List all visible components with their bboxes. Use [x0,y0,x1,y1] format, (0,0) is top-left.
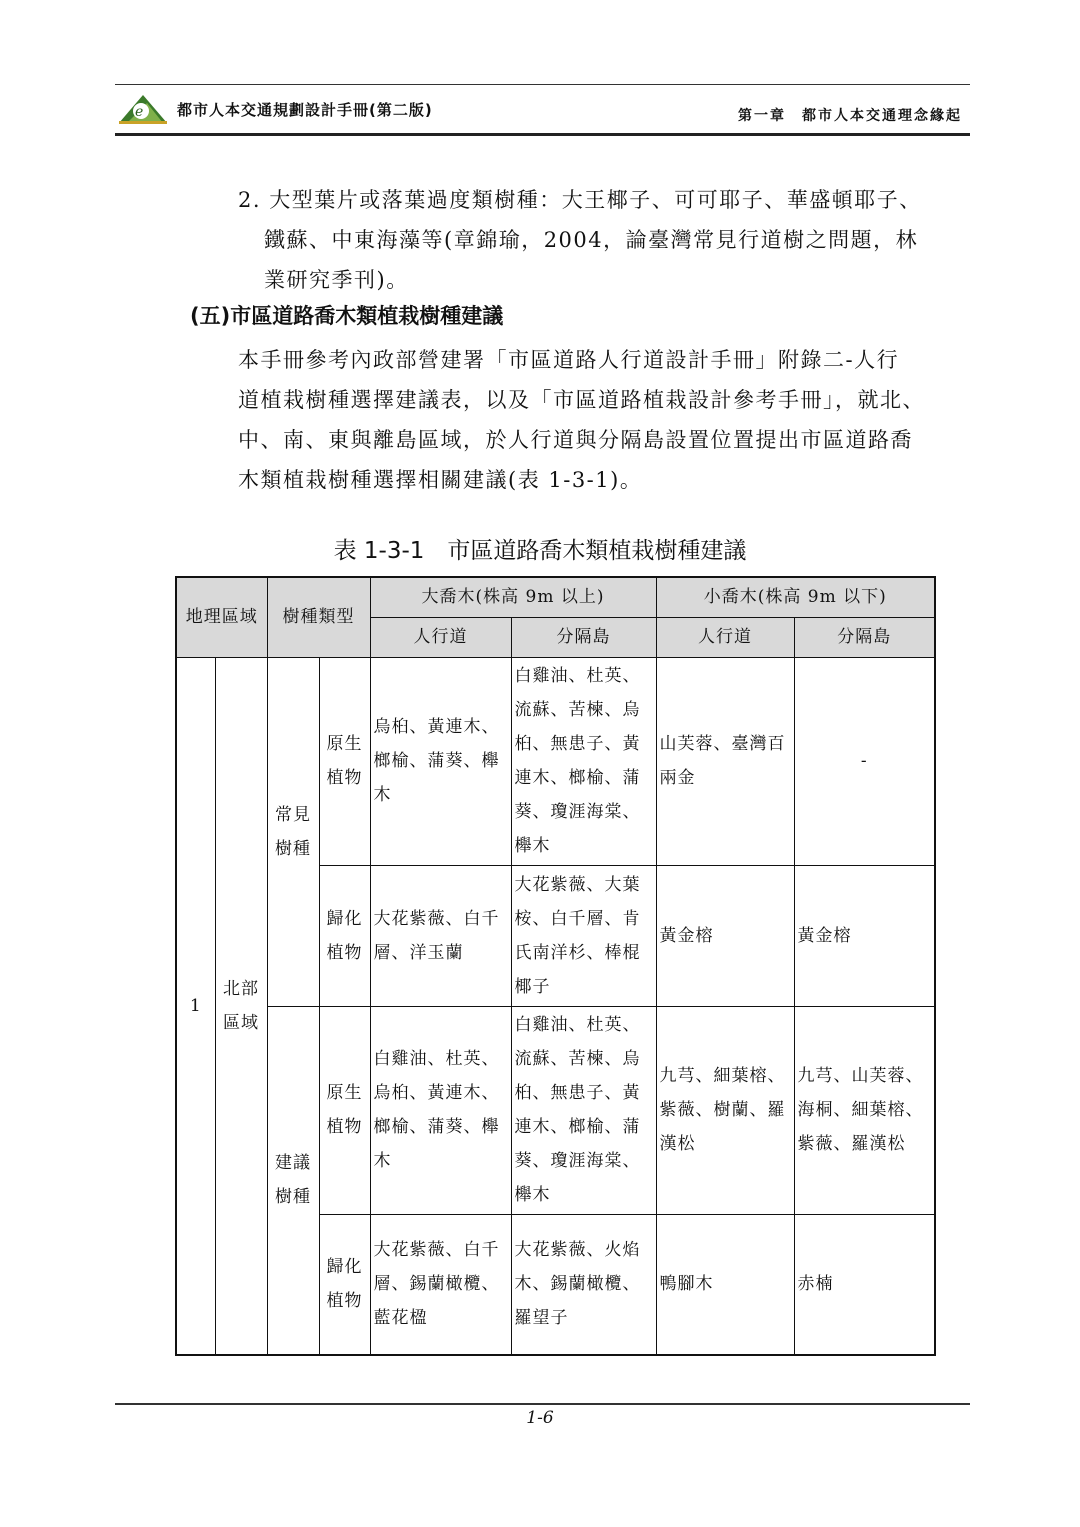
large-median-cell: 白雞油、杜英、流蘇、苦楝、烏桕、無患子、黃連木、榔榆、蒲葵、瓊涯海棠、櫸木 [511,657,656,865]
page-header [115,84,970,136]
origin-cell: 歸化植物 [319,865,370,1006]
header-tree-type: 樹種類型 [267,577,370,657]
section-paragraph [238,340,938,500]
small-median-cell: - [794,657,935,865]
table-title: 表 1-3-1 市區道路喬木類植栽樹種建議 [333,538,747,564]
small-median-cell: 九芎、山芙蓉、海桐、細葉榕、紫薇、羅漢松 [794,1006,935,1214]
small-sidewalk-cell: 九芎、細葉榕、紫薇、樹蘭、羅漢松 [656,1006,794,1214]
large-median-cell: 大花紫薇、火焰木、錫蘭橄欖、羅望子 [511,1214,656,1355]
tree-species-table [175,576,936,1356]
region-name: 北部區域 [215,657,267,1355]
para-line3: 中、南、東與離島區域，於人行道與分隔島設置位置提出市區道路喬 [238,428,913,452]
large-median-cell: 白雞油、杜英、流蘇、苦楝、烏桕、無患子、黃連木、榔榆、蒲葵、瓊涯海棠、櫸木 [511,1006,656,1214]
chapter-title: 第一章 都市人本交通理念緣起 [738,108,962,124]
large-sidewalk-cell: 白雞油、杜英、烏桕、黃連木、榔榆、蒲葵、櫸木 [370,1006,511,1214]
origin-cell: 歸化植物 [319,1214,370,1355]
small-sidewalk-cell: 黃金榕 [656,865,794,1006]
group-common: 常見樹種 [267,657,319,1006]
region-number: 1 [176,657,215,1355]
para-line1: 本手冊參考內政部營建署「市區道路人行道設計手冊」附錄二-人行 [238,348,900,372]
manual-title: 都市人本交通規劃設計手冊(第二版) [177,101,433,119]
page-footer-rule [115,1403,970,1405]
para-line2: 道植栽樹種選擇建議表，以及「市區道路植栽設計參考手冊」，就北、 [238,388,925,412]
manual-logo-icon [117,91,169,125]
item2-line3: 業研究季刊)。 [264,268,409,292]
small-sidewalk-cell: 山芙蓉、臺灣百兩金 [656,657,794,865]
origin-cell: 原生植物 [319,657,370,865]
para-line4: 木類植栽樹種選擇相關建議(表 1-3-1)。 [238,468,643,492]
large-sidewalk-cell: 大花紫薇、白千層、錫蘭橄欖、藍花楹 [370,1214,511,1355]
header-large-sidewalk: 人行道 [370,617,511,657]
list-item-2 [238,180,958,300]
group-recommended: 建議樹種 [267,1006,319,1355]
header-small-median: 分隔島 [794,617,935,657]
item2-line1: 2. 大型葉片或落葉過度類樹種：大王椰子、可可耶子、華盛頓耶子、 [238,188,922,212]
small-median-cell: 赤楠 [794,1214,935,1355]
small-sidewalk-cell: 鴨腳木 [656,1214,794,1355]
table-row [176,657,935,865]
header-large-median: 分隔島 [511,617,656,657]
header-small-tree: 小喬木(株高 9m 以下) [656,577,935,617]
origin-cell: 原生植物 [319,1006,370,1214]
large-sidewalk-cell: 大花紫薇、白千層、洋玉蘭 [370,865,511,1006]
page-number: 1-6 [526,1408,554,1428]
section-title: (五)市區道路喬木類植栽樹種建議 [190,304,504,328]
header-large-tree: 大喬木(株高 9m 以上) [370,577,656,617]
large-median-cell: 大花紫薇、大葉桉、白千層、肯氏南洋杉、棒棍椰子 [511,865,656,1006]
item2-line2: 鐵蘇、中東海藻等(章錦瑜，2004，論臺灣常見行道樹之問題，林 [264,228,919,252]
header-small-sidewalk: 人行道 [656,617,794,657]
large-sidewalk-cell: 烏桕、黃連木、榔榆、蒲葵、櫸木 [370,657,511,865]
header-region: 地理區域 [176,577,267,657]
small-median-cell: 黃金榕 [794,865,935,1006]
table-row [176,1006,935,1214]
svg-text:e: e [135,104,144,120]
